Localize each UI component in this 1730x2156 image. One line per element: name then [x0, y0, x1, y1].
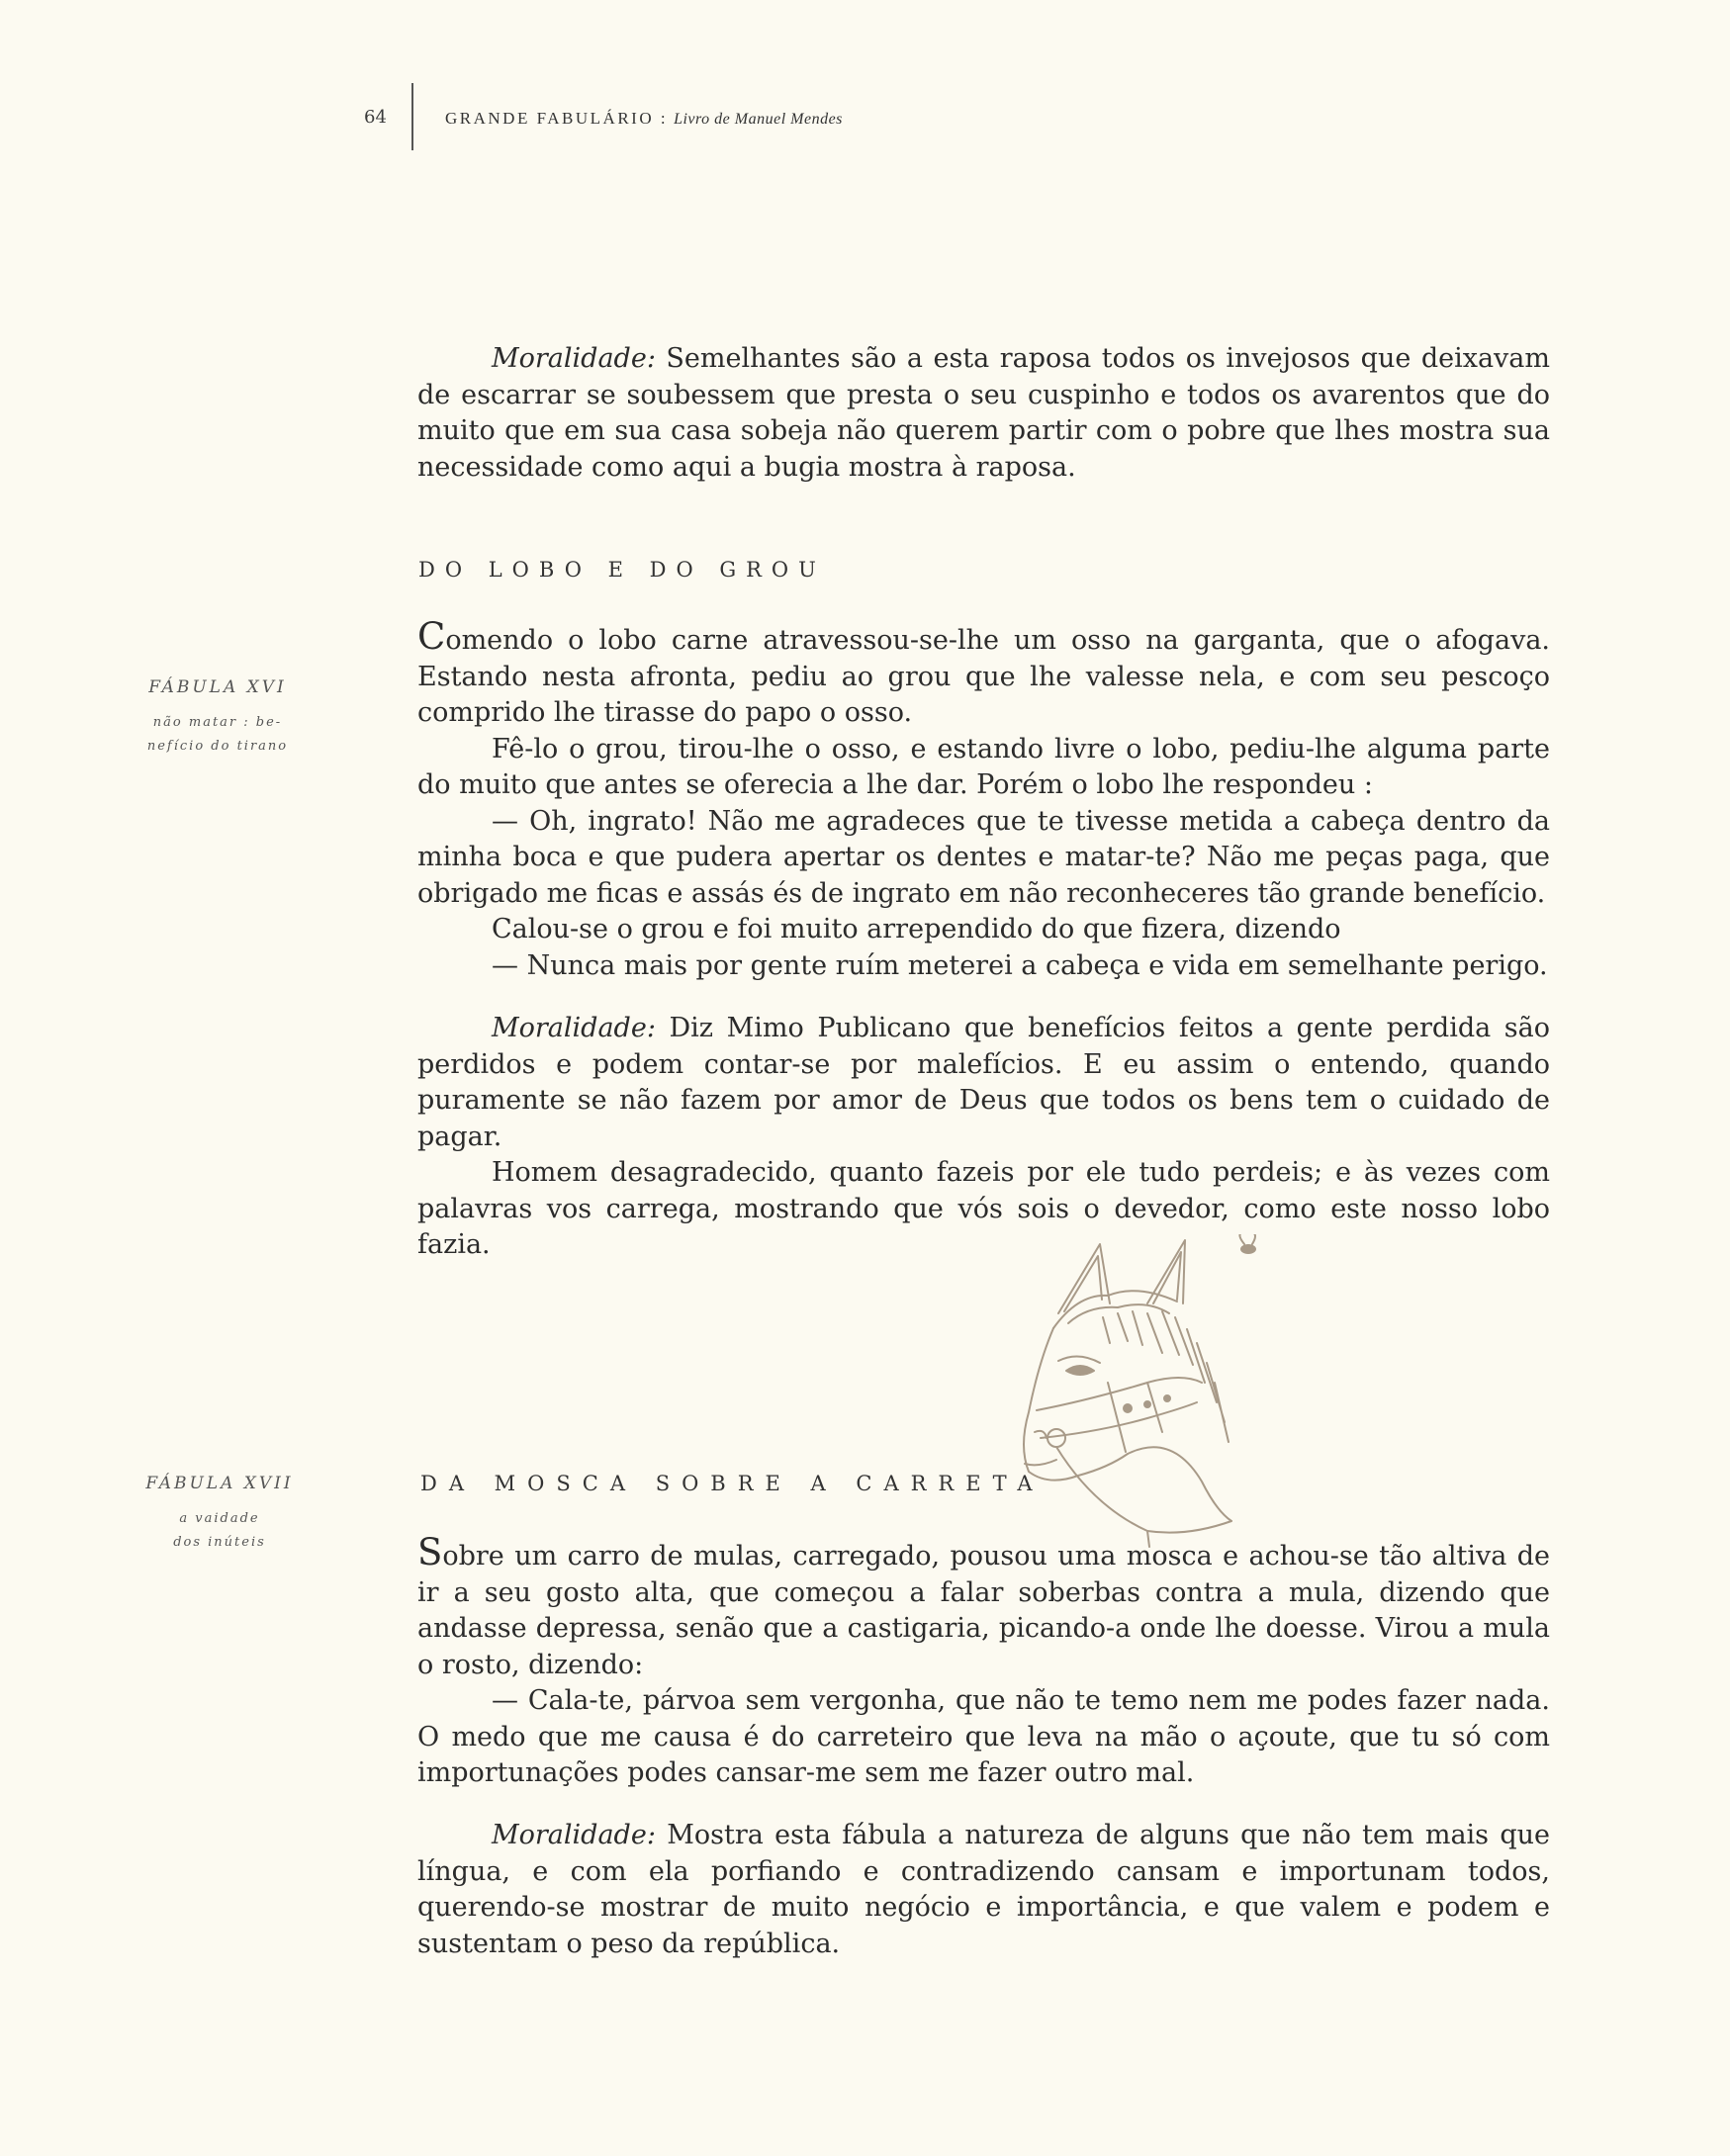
fable-17-moral-text: Mostra esta fábula a natureza de alguns que não tem mais que língua, e com ela porfiando e contradizendo cansam e importunam todos, querendo-se mostrar de muito negócio e importância, e que valem e podem e sustentam o peso da república. [417, 1820, 1550, 1959]
fable-17-margin-sub-line2: dos inúteis [173, 1535, 266, 1550]
book-title-text: GRANDE FABULÁRIO : [445, 109, 669, 128]
moral-label: Moralidade: [492, 343, 656, 374]
fable-16-moral-paragraph [417, 1011, 1550, 1155]
fable-17-margin-sub [106, 1507, 333, 1555]
fable-17-body [417, 1531, 1550, 1792]
fable-16-margin-sub-line2: nefício do tirano [146, 739, 289, 754]
page-number: 64 [364, 107, 387, 128]
fable-16-paragraph-3: — Oh, ingrato! Não me agradeces que te tivesse metida a cabeça dentro da minha boca e que pudera apertar os dentes e matar-te? Não me peças paga, que obrigado me ficas e assás és de ingrato em não reconheceres tão grande benefício. [417, 805, 1550, 909]
fable-16-paragraph-5: — Nunca mais por gente ruím meterei a cabeça e vida em semelhante perigo. [492, 949, 1548, 981]
fable-16-body [417, 615, 1550, 984]
fable-16-p1-text: omendo o lobo carne atravessou-se-lhe um osso na garganta, que o afogava. Estando nesta afronta, pediu ao grou que lhe valesse nela, e com seu pescoço comprido lhe tirasse do papo o osso. [417, 625, 1550, 728]
fable-16-moral-text: Diz Mimo Publicano que benefícios feitos a gente perdida são perdidos e podem contar-se por malefícios. E eu assim o entendo, quando puramente se não fazem por amor de Deus que todos os bens tem o cuidado de pagar. [417, 1013, 1550, 1152]
fable-16-paragraph-2: Fê-lo o grou, tirou-lhe o osso, e estando livre o lobo, pediu-lhe alguma parte do muito que antes se oferecia a lhe dar. Porém o lobo lhe respondeu : [417, 733, 1550, 800]
fable-16-paragraph-1 [417, 615, 1550, 732]
fable-16-paragraph-4: Calou-se o grou e foi muito arrependido do que fizera, dizendo [492, 914, 1341, 944]
horse-head-illustration [999, 1234, 1316, 1551]
header-rule [411, 83, 413, 150]
previous-moral-paragraph [417, 341, 1550, 486]
fable-16-title: DO LOBO E DO GROU [418, 558, 826, 582]
fable-17-moral-label: Moralidade: [492, 1820, 656, 1850]
fable-16-margin-sub-line1: não matar : be- [152, 715, 283, 730]
fable-17-p1-text: obre um carro de mulas, carregado, pousou uma mosca e achou-se tão altiva de ir a seu gosto alta, que começou a falar soberbas contra a mula, dizendo que andasse depressa, senão que a castigaria, picando-a onde lhe doesse. Virou a mula o rosto, dizendo: [417, 1541, 1550, 1680]
fable-16-moral [417, 1011, 1550, 1264]
fable-17-moral-paragraph [417, 1818, 1550, 1962]
fable-16-moral-paragraph-2: Homem desagradecido, quanto fazeis por ele tudo perdeis; e às vezes com palavras vos carrega, mostrando que vós sois o devedor, como este nosso lobo fazia. [417, 1157, 1550, 1260]
fable-17-title: DA MOSCA SOBRE A CARRETA [420, 1472, 1045, 1495]
fable-17-margin-head: FÁBULA XVII [145, 1474, 294, 1493]
fable-17-paragraph-2: — Cala-te, párvoa sem vergonha, que não te temo nem me podes fazer nada. O medo que me causa é do carreteiro que leva na mão o açoute, que tu só com importunações podes cansar-me sem me fazer outro mal. [417, 1685, 1550, 1788]
fable-16-margin-head: FÁBULA XVI [148, 677, 287, 697]
fable-17-paragraph-1 [417, 1531, 1550, 1683]
fable-16-margin-note [104, 677, 331, 759]
fable-16-moral-label: Moralidade: [492, 1013, 656, 1043]
fable-17-margin-note [106, 1474, 333, 1555]
previous-moral [417, 341, 1550, 486]
moral-text: Semelhantes são a esta raposa todos os invejosos que deixavam de escarrar se soubessem que presta o seu cuspinho e todos os avarentos que do muito que em sua casa sobeja não querem partir com o pobre que lhes mostra sua necessidade como aqui a bugia mostra à raposa. [417, 343, 1550, 483]
fable-17-margin-sub-line1: a vaidade [179, 1511, 260, 1526]
fly-icon [1239, 1234, 1256, 1254]
book-subtitle: Livro de Manuel Mendes [674, 111, 843, 128]
fable-17-moral [417, 1818, 1550, 1962]
book-title [445, 109, 843, 129]
running-head [364, 103, 1155, 142]
fable-17-dropcap: S [417, 1531, 443, 1573]
fable-16-dropcap: C [417, 615, 446, 658]
fable-16-margin-sub [104, 711, 331, 759]
